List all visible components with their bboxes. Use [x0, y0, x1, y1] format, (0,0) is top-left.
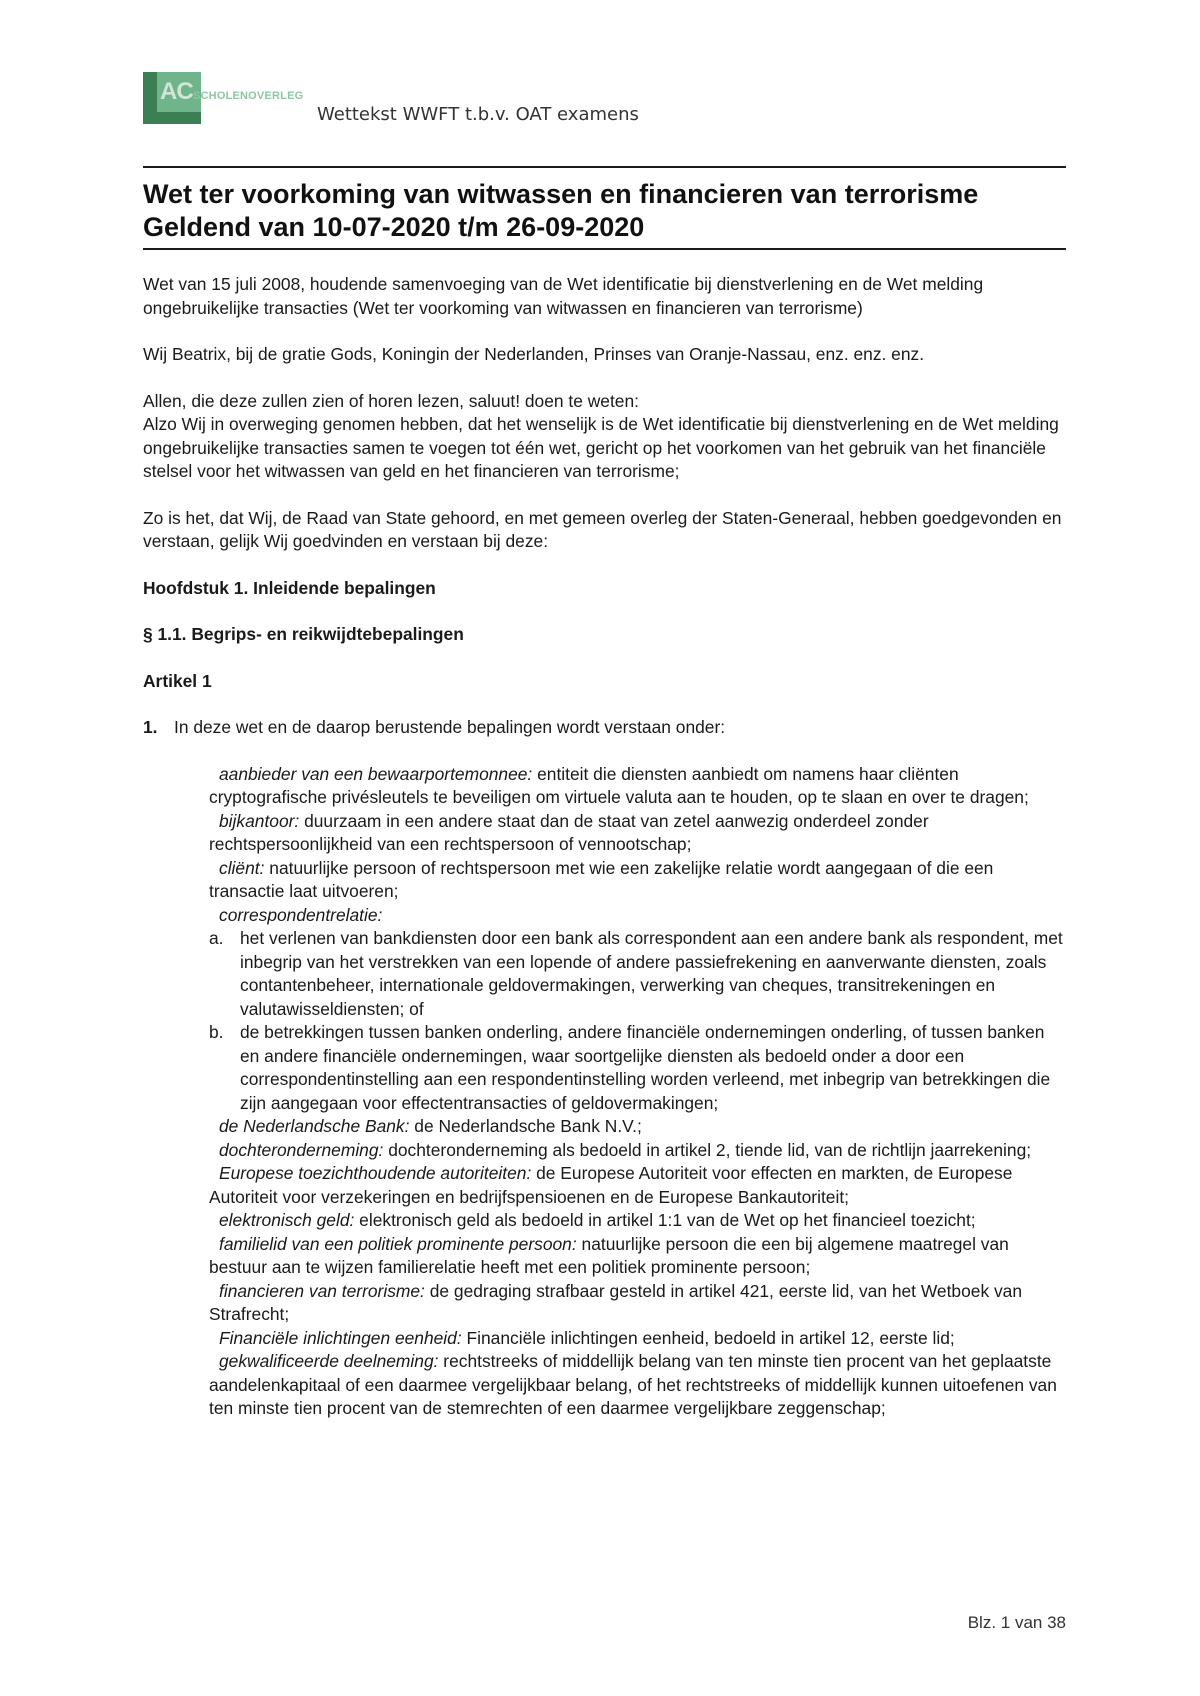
- definition-term: elektronisch geld:: [219, 1210, 355, 1230]
- definition-text: natuurlijke persoon die een bij algemene maatregel van bestuur aan te wijzen familierelatie heeft met een politiek prominente persoon;: [209, 1233, 1009, 1277]
- title-rule-bottom: [143, 248, 1066, 250]
- subitem-text: het verlenen van bankdiensten door een bank als correspondent aan een andere bank als respondent, met inbegrip van het verstrekken van een lopende of andere passiefrekening en aanverwante diensten, zoals contantenbeheer, internationale geldovermakingen, verwerking van cheques, transitrekeningen en valutawisseldiensten; of: [240, 928, 1063, 1019]
- definition-text: Financiële inlichtingen eenheid, bedoeld in artikel 12, eerste lid;: [461, 1327, 955, 1348]
- article-heading: Artikel 1: [143, 670, 212, 691]
- definition: [209, 1139, 1068, 1163]
- chapter-heading: Hoofdstuk 1. Inleidende bepalingen: [143, 577, 436, 598]
- definition-term: dochteronderneming:: [219, 1139, 384, 1160]
- definition-term: cliënt:: [219, 857, 265, 878]
- logo-bar: [143, 72, 157, 124]
- definition-term: bijkantoor:: [219, 810, 300, 831]
- definition-term: Financiële inlichtingen eenheid:: [219, 1327, 462, 1348]
- item-number: 1.: [143, 717, 158, 737]
- item-text: In deze wet en de daarop berustende bepalingen wordt verstaan onder:: [174, 717, 726, 737]
- logo-ac-text: AC: [160, 78, 193, 105]
- definitions-list: [209, 763, 1068, 1421]
- definition-subitem-a: [209, 927, 1068, 1021]
- definition-term: correspondentrelatie:: [219, 904, 383, 925]
- definition-term: familielid van een politiek prominente persoon:: [219, 1233, 577, 1254]
- section-heading: § 1.1. Begrips- en reikwijdtebepalingen: [143, 624, 464, 644]
- definition-term: Europese toezichthoudende autoriteiten:: [219, 1163, 532, 1183]
- definition: [209, 1350, 1068, 1421]
- definition: [209, 1280, 1068, 1327]
- definition: [209, 904, 1068, 928]
- title-rule-top: [143, 166, 1066, 168]
- document-body: [143, 273, 1068, 1421]
- definition-text: de gedraging strafbaar gesteld in artikel 421, eerste lid, van het Wetboek van Strafrecht;: [209, 1280, 1023, 1324]
- header-title: Wettekst WWFT t.b.v. OAT examens: [317, 104, 639, 125]
- definition-text: dochteronderneming als bedoeld in artikel 2, tiende lid, van de richtlijn jaarrekening;: [383, 1139, 1032, 1160]
- definition-text: de Nederlandsche Bank N.V.;: [409, 1116, 642, 1136]
- logo-subtext: SCHOLENOVERLEG: [193, 90, 304, 102]
- subitem-label: a.: [209, 928, 224, 948]
- article-item-1: [143, 716, 1068, 740]
- definition: [209, 810, 1068, 857]
- definition-term: financieren van terrorisme:: [219, 1280, 425, 1301]
- zo-paragraph: Zo is het, dat Wij, de Raad van State gehoord, en met gemeen overleg der Staten-Generaal, hebben goedgevonden en verstaan, gelijk Wij goedvinden en verstaan bij deze:: [143, 507, 1062, 551]
- logo: [143, 72, 304, 124]
- definition: [209, 763, 1068, 810]
- king-paragraph: Wij Beatrix, bij de gratie Gods, Koningin der Nederlanden, Prinses van Oranje-Nassau, enz. enz. enz.: [143, 344, 925, 364]
- subitem-text: de betrekkingen tussen banken onderling, andere financiële ondernemingen onderling, of tussen banken en andere financiële ondernemingen, waar soortgelijke diensten als bedoeld onder a door een correspondentinstelling aan een respondentinstelling worden verleend, met inbegrip van betrekkingen die zijn aangegaan voor effectentransacties of geldovermakingen;: [240, 1022, 1051, 1113]
- definition-text: duurzaam in een andere staat dan de staat van zetel aanwezig onderdeel zonder rechtspersoonlijkheid van een rechtspersoon of vennootschap;: [209, 810, 929, 854]
- definition-subitem-b: [209, 1021, 1068, 1115]
- definition-term: gekwalificeerde deelneming:: [219, 1351, 439, 1371]
- definition-text: entiteit die diensten aanbiedt om namens haar cliënten cryptografische privésleutels te beveiligen om virtuele valuta aan te houden, op te slaan en over te dragen;: [209, 763, 1029, 807]
- definition-term: aanbieder van een bewaarportemonnee:: [219, 763, 533, 784]
- definition-text: elektronisch geld als bedoeld in artikel 1:1 van de Wet op het financieel toezicht;: [354, 1210, 976, 1230]
- definition-text: natuurlijke persoon of rechtspersoon met wie een zakelijke relatie wordt aangegaan of die een transactie laat uitvoeren;: [209, 857, 994, 901]
- definition-text: rechtstreeks of middellijk belang van ten minste tien procent van het geplaatste aandelenkapitaal of een daarmee vergelijkbaar belang, of het rechtstreeks of middellijk kunnen uitoefenen van ten minste tien procent van de stemrechten of een daarmee vergelijkbare zeggenschap;: [209, 1351, 1057, 1418]
- page-number: Blz. 1 van 38: [967, 1613, 1066, 1632]
- document-title: [143, 178, 978, 244]
- definition-term: de Nederlandsche Bank:: [219, 1116, 410, 1136]
- definition: [209, 1162, 1068, 1209]
- alzo-paragraph: Alzo Wij in overweging genomen hebben, dat het wenselijk is de Wet identificatie bij dienstverlening en de Wet melding ongebruikelijke transacties samen te voegen tot één wet, gericht op het voorkomen van het gebruik van het financiële stelsel voor het witwassen van geld en het financieren van terrorisme;: [143, 414, 1059, 481]
- intro-paragraph: Wet van 15 juli 2008, houdende samenvoeging van de Wet identificatie bij dienstverlening en de Wet melding ongebruikelijke transacties (Wet ter voorkoming van witwassen en financieren van terrorisme): [143, 274, 984, 318]
- definition: [209, 857, 1068, 904]
- definition: [209, 1327, 1068, 1351]
- logo-underline: [157, 112, 201, 124]
- subitem-label: b.: [209, 1022, 224, 1042]
- title-line-1: Wet ter voorkoming van witwassen en financieren van terrorisme: [143, 179, 979, 209]
- definition: [209, 1209, 1068, 1233]
- definition-text: de Europese Autoriteit voor effecten en markten, de Europese Autoriteit voor verzekeringen en bedrijfspensioenen en de Europese Bankautoriteit;: [209, 1163, 1013, 1207]
- definition: [209, 1115, 1068, 1139]
- title-line-2: Geldend van 10-07-2020 t/m 26-09-2020: [143, 212, 645, 242]
- definition: [209, 1233, 1068, 1280]
- allen-paragraph: Allen, die deze zullen zien of horen lezen, saluut! doen te weten:: [143, 390, 639, 411]
